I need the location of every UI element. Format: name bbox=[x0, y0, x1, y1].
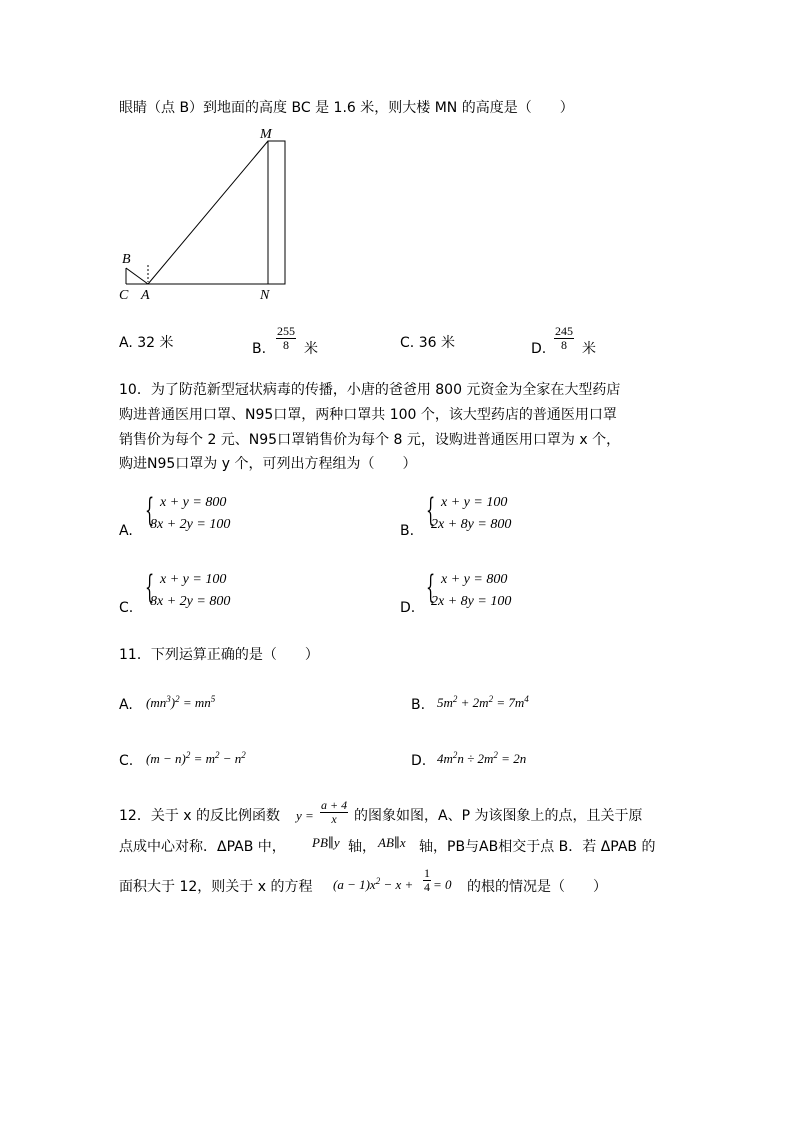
fraction-denominator: 8 bbox=[554, 338, 574, 352]
q9-option-d-fraction bbox=[554, 325, 574, 352]
brace-icon: { bbox=[145, 568, 155, 606]
q9-option-a bbox=[119, 334, 174, 352]
brace-icon: { bbox=[426, 568, 436, 606]
fraction-numerator: 255 bbox=[277, 324, 295, 338]
q10-line-3: 销售价为每个 2 元、N95口罩销售价为每个 8 元，设购进普通医用口罩为 x 个， bbox=[119, 432, 621, 448]
q12-pb-parallel: PB∥y bbox=[312, 835, 340, 850]
q12-line-2c: 轴，PB与AB相交于点 B．若 ΔPAB 的 bbox=[419, 839, 656, 855]
q11-stem: 11．下列运算正确的是（ ） bbox=[119, 647, 319, 663]
q10-option-b-label: B. bbox=[400, 523, 415, 539]
q11-option-d-label: D. bbox=[411, 753, 427, 769]
option-c-text: 36 米 bbox=[418, 335, 455, 351]
equation-1: x + y = 100 bbox=[441, 495, 508, 510]
q11-option-d-expr: $4m^2n \div 2m^2 = 2n$ bbox=[437, 750, 527, 766]
q10-option-d-label: D. bbox=[400, 600, 416, 616]
q12-equation: $(a - 1)x^2 - x$ + bbox=[333, 876, 414, 892]
option-a-label: A. bbox=[119, 335, 133, 351]
q9-text: 眼睛（点 B）到地面的高度 BC 是 1.6 米，则大楼 MN 的高度是（ ） bbox=[119, 100, 574, 116]
q11-option-c-label: C. bbox=[119, 753, 134, 769]
q11-option-a-label: A. bbox=[119, 697, 133, 713]
fraction-numerator: 245 bbox=[555, 324, 573, 338]
q12-func-fraction bbox=[320, 799, 348, 826]
q12-func-y: y = bbox=[296, 808, 314, 823]
option-a-text: 32 米 bbox=[137, 335, 174, 351]
q9-option-b-unit: 米 bbox=[304, 341, 318, 357]
q11-option-a-expr: $(mn^3)^2 = mn^5$ bbox=[146, 694, 216, 710]
fraction-denominator: 4 bbox=[424, 880, 430, 894]
fraction-denominator: x bbox=[320, 812, 348, 826]
q11-option-c-expr: $(m - n)^2 = m^2 - n^2$ bbox=[146, 750, 246, 766]
fraction-denominator: 8 bbox=[276, 338, 296, 352]
q12-line-1b: 的图象如图，A、P 为该图象上的点，且关于原 bbox=[354, 808, 643, 824]
q12-line-3b: 的根的情况是（ ） bbox=[467, 879, 607, 895]
q12-eq-rhs: = 0 bbox=[433, 877, 452, 892]
brace-icon: { bbox=[426, 491, 436, 529]
equation-1: x + y = 100 bbox=[160, 572, 227, 587]
q9-option-d-unit: 米 bbox=[582, 341, 596, 357]
q10-line-2: 购进普通医用口罩、N95口罩，两种口罩共 100 个，该大型药店的普通医用口罩 bbox=[119, 407, 617, 423]
building-mn bbox=[268, 141, 285, 284]
q10-option-d-system bbox=[431, 569, 511, 613]
label-c: C bbox=[119, 288, 129, 303]
q9-figure bbox=[110, 122, 310, 307]
q11-option-b-label: B. bbox=[411, 697, 426, 713]
q12-ab-parallel: AB∥x bbox=[378, 835, 406, 850]
label-n: N bbox=[260, 288, 270, 303]
brace-icon: { bbox=[145, 491, 155, 529]
q12-line-2a: 点成中心对称．ΔPAB 中， bbox=[119, 839, 286, 855]
label-m: M bbox=[260, 127, 272, 142]
q10-option-c-system bbox=[150, 569, 230, 613]
q10-line-1: 10．为了防范新型冠状病毒的传播，小唐的爸爸用 800 元资金为全家在大型药店 bbox=[119, 382, 621, 398]
equation-2: 8x + 2y = 100 bbox=[150, 517, 231, 532]
q9-option-b-fraction bbox=[276, 325, 296, 352]
fraction-numerator: a + 4 bbox=[321, 798, 348, 812]
q12-line-3a: 面积大于 12，则关于 x 的方程 bbox=[119, 879, 313, 895]
q10-option-a-system bbox=[150, 492, 230, 536]
equation-2: 2x + 8y = 800 bbox=[431, 517, 512, 532]
equation-2: 8x + 2y = 800 bbox=[150, 594, 231, 609]
q12-line-1a: 12．关于 x 的反比例函数 bbox=[119, 808, 280, 824]
q10-option-c-label: C. bbox=[119, 600, 134, 616]
equation-1: x + y = 800 bbox=[160, 495, 227, 510]
q10-option-b-system bbox=[431, 492, 511, 536]
q9-option-b-label: B. bbox=[252, 341, 267, 357]
q9-option-d-label: D. bbox=[531, 341, 547, 357]
q11-option-b-expr: $5m^2 + 2m^2 = 7m^4$ bbox=[437, 694, 529, 710]
q10-option-a-label: A. bbox=[119, 523, 133, 539]
q12-line-2b: 轴， bbox=[348, 839, 376, 855]
option-c-label: C. bbox=[400, 335, 415, 351]
label-b: B bbox=[122, 252, 131, 267]
q12-eq-fraction bbox=[423, 867, 431, 894]
sight-line-ab bbox=[126, 268, 148, 284]
label-a: A bbox=[141, 288, 150, 303]
q9-option-c bbox=[400, 334, 455, 352]
q10-line-4: 购进N95口罩为 y 个，可列出方程组为（ ） bbox=[119, 456, 417, 472]
equation-2: 2x + 8y = 100 bbox=[431, 594, 512, 609]
fraction-numerator: 1 bbox=[424, 866, 430, 880]
sight-line-am bbox=[148, 141, 268, 284]
equation-1: x + y = 800 bbox=[441, 572, 508, 587]
